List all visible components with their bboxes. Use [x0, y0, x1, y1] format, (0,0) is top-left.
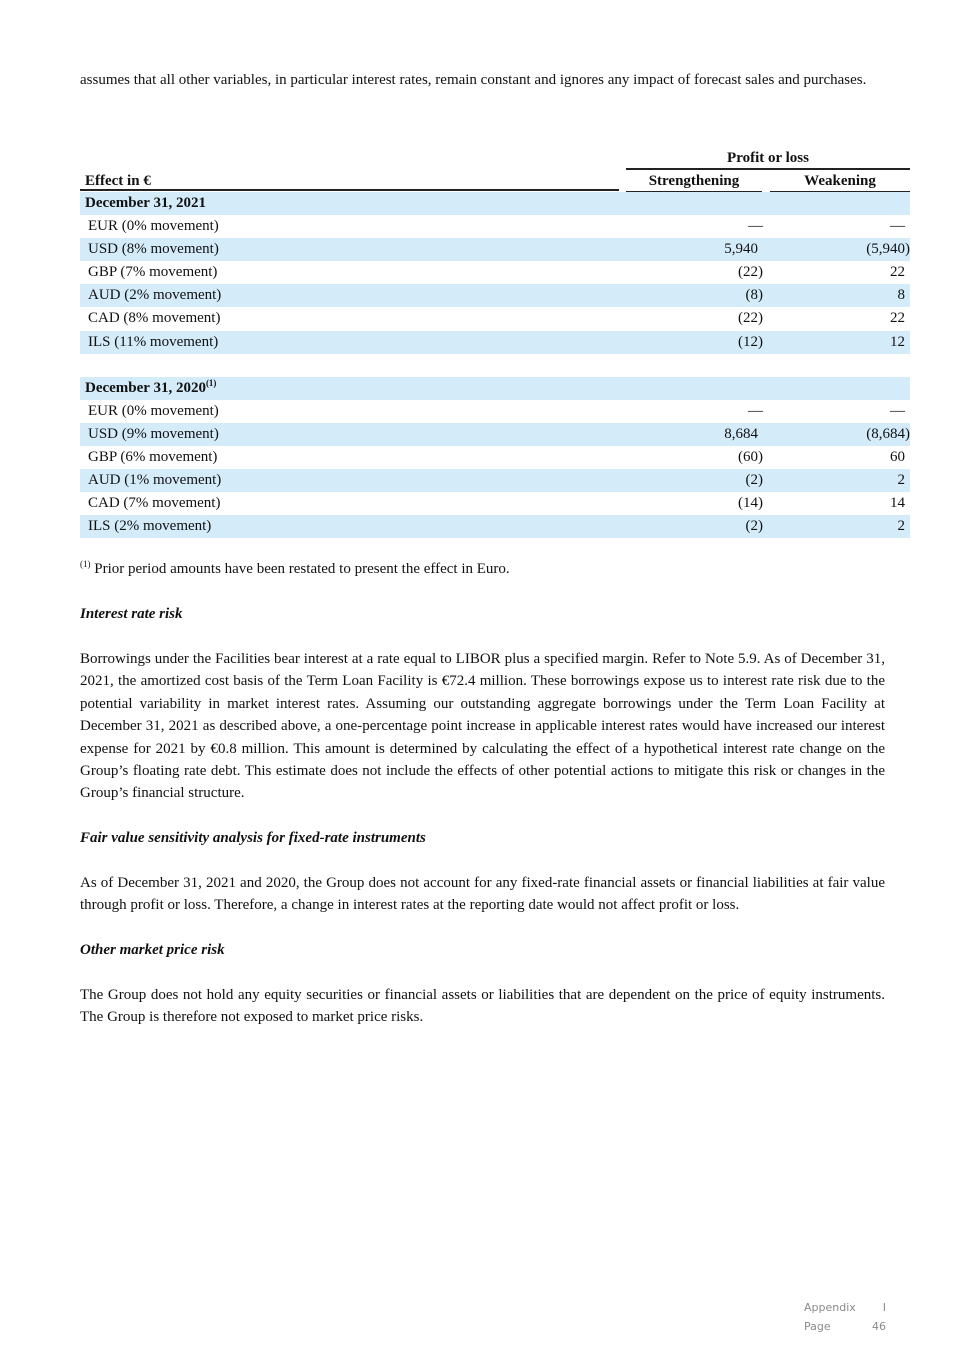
footnote-text: Prior period amounts have been restated to present the effect in Euro.: [94, 561, 510, 577]
profit-or-loss-header: Profit or loss: [626, 146, 910, 170]
currency-label: ILS (2% movement): [88, 518, 212, 535]
spacer-row: [80, 354, 910, 377]
weakening-value: 60: [890, 449, 905, 466]
table-row: [80, 446, 910, 469]
weakening-value: (5,940): [866, 241, 910, 258]
table-row: [80, 515, 910, 538]
page-label: Page: [804, 1320, 831, 1333]
weakening-column-header: Weakening: [770, 169, 910, 193]
intro-paragraph: assumes that all other variables, in particular interest rates, remain constant and ignores any impact of forecast sales and purchases.: [80, 72, 867, 88]
currency-label: AUD (1% movement): [88, 472, 222, 489]
strengthening-value: —: [748, 402, 763, 419]
other-market-risk-paragraph: The Group does not hold any equity securities or financial assets or liabilities that are dependent on the price of equity instruments. The Group is therefore not exposed to market price risks.: [80, 987, 885, 1026]
weakening-value: 12: [890, 333, 905, 350]
table-header-row: [80, 169, 910, 191]
table-row: [80, 284, 910, 307]
fair-value-heading: Fair value sensitivity analysis for fixed-rate instruments: [80, 830, 426, 846]
weakening-value: 2: [897, 518, 905, 535]
weakening-value: 14: [890, 495, 905, 512]
table-row: [80, 423, 910, 446]
currency-label: USD (9% movement): [88, 425, 219, 442]
section-footnote-marker: (1): [205, 377, 217, 388]
currency-label: EUR (0% movement): [88, 218, 219, 235]
strengthening-value: (14): [738, 495, 763, 512]
strengthening-value: (22): [738, 264, 763, 281]
table-footnote: [80, 558, 885, 580]
currency-label: EUR (0% movement): [88, 402, 219, 419]
currency-label: AUD (2% movement): [88, 287, 222, 304]
weakening-value: —: [890, 218, 905, 235]
table-row: [80, 307, 910, 330]
section-header-row: [80, 377, 910, 400]
interest-rate-risk-paragraph: Borrowings under the Facilities bear interest at a rate equal to LIBOR plus a specified margin. Refer to Note 5.9. As of December 31, 2021, the amortized cost basis of the Term Loan Facility is €72.4 million. These borrowings expose us to interest rate risk due to the potential variability in market interest rates. Assuming our outstanding aggregate borrowings under the Term Loan Facility at December 31, 2021 as described above, a one-percentage point increase in applicable interest rates would have increased our interest expense for 2021 by €0.8 million. This amount is determined by calculating the effect of a hypothetical interest rate change on the Group’s floating rate debt. This estimate does not include the effects of other potential actions to mitigate this risk or changes in the Group’s financial structure.: [80, 651, 885, 802]
strengthening-value: (2): [745, 518, 763, 535]
appendix-value: I: [882, 1301, 886, 1314]
weakening-value: —: [890, 402, 905, 419]
strengthening-value: (60): [738, 449, 763, 466]
currency-label: ILS (11% movement): [88, 333, 219, 350]
strengthening-value: —: [748, 218, 763, 235]
currency-label: GBP (6% movement): [88, 449, 218, 466]
strengthening-column-header: Strengthening: [626, 169, 762, 193]
weakening-value: (8,684): [866, 425, 910, 442]
table-row: [80, 238, 910, 261]
interest-rate-risk-heading: Interest rate risk: [80, 606, 183, 622]
appendix-label: Appendix: [804, 1301, 856, 1314]
table-row: [80, 492, 910, 515]
currency-label: CAD (7% movement): [88, 495, 221, 512]
weakening-value: 22: [890, 310, 905, 327]
weakening-value: 2: [897, 472, 905, 489]
strengthening-value: 5,940: [724, 241, 758, 258]
section-title: [85, 377, 216, 400]
strengthening-value: (8): [745, 287, 763, 304]
strengthening-value: (22): [738, 310, 763, 327]
currency-label: USD (8% movement): [88, 241, 219, 258]
footnote-marker: (1): [80, 559, 91, 569]
effect-column-header: Effect in €: [80, 169, 619, 191]
section-header-row: [80, 192, 910, 215]
page-footer: [804, 1298, 886, 1336]
strengthening-value: 8,684: [724, 425, 758, 442]
weakening-value: 8: [897, 287, 905, 304]
page-number: 46: [872, 1320, 886, 1333]
table-body: [80, 192, 910, 538]
table-row: [80, 215, 910, 238]
strengthening-value: (2): [745, 472, 763, 489]
table-row: [80, 331, 910, 354]
section-title-text: December 31, 2020: [85, 379, 206, 396]
other-market-risk-heading: Other market price risk: [80, 942, 225, 958]
currency-label: GBP (7% movement): [88, 264, 218, 281]
section-title-text: December 31, 2021: [85, 195, 206, 211]
fair-value-paragraph: As of December 31, 2021 and 2020, the Group does not account for any fixed-rate financial assets or financial liabilities at fair value through profit or loss. Therefore, a change in interest rates at the reporting date would not affect profit or loss.: [80, 875, 885, 914]
weakening-value: 22: [890, 264, 905, 281]
table-row: [80, 261, 910, 284]
section-title: [85, 192, 206, 215]
strengthening-value: (12): [738, 333, 763, 350]
table-row: [80, 469, 910, 492]
table-row: [80, 400, 910, 423]
currency-label: CAD (8% movement): [88, 310, 221, 327]
